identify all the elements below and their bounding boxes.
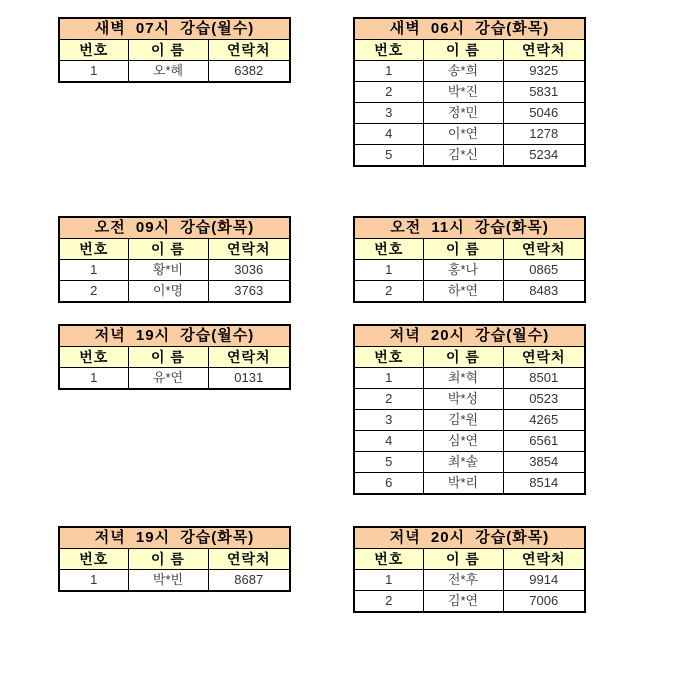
column-header-no: 번호 [59, 239, 128, 260]
table-row [354, 145, 585, 167]
cell-no: 2 [354, 281, 423, 303]
cell-no: 6 [354, 473, 423, 495]
table-row [354, 368, 585, 389]
column-header-name: 이 름 [423, 549, 503, 570]
cell-name: 박*진 [423, 82, 503, 103]
table-title: 저녁 19시 강습(월수) [59, 325, 290, 347]
cell-name: 박*리 [423, 473, 503, 495]
cell-name: 하*연 [423, 281, 503, 303]
cell-name: 전*후 [423, 570, 503, 591]
column-header-name: 이 름 [128, 40, 208, 61]
cell-contact: 5046 [503, 103, 585, 124]
header-row [59, 40, 290, 61]
table-row [354, 473, 585, 495]
cell-no: 1 [354, 570, 423, 591]
cell-name: 김*원 [423, 410, 503, 431]
cell-contact: 0131 [208, 368, 290, 390]
table-row [354, 452, 585, 473]
cell-name: 홍*나 [423, 260, 503, 281]
title-row [59, 217, 290, 239]
cell-name: 정*민 [423, 103, 503, 124]
table-row [354, 260, 585, 281]
table-row [354, 124, 585, 145]
table-body [59, 61, 290, 83]
cell-name: 오*혜 [128, 61, 208, 83]
table-row [354, 61, 585, 82]
schedule-table [353, 324, 586, 495]
schedule-table [58, 526, 291, 592]
header-row [354, 40, 585, 61]
column-header-no: 번호 [59, 549, 128, 570]
table-row [354, 103, 585, 124]
cell-no: 2 [354, 591, 423, 613]
column-header-no: 번호 [354, 40, 423, 61]
cell-contact: 7006 [503, 591, 585, 613]
column-header-contact: 연락처 [503, 549, 585, 570]
cell-contact: 5831 [503, 82, 585, 103]
title-row [59, 18, 290, 40]
table-row [59, 281, 290, 303]
title-row [354, 18, 585, 40]
schedule-table [58, 17, 291, 83]
table-row [354, 389, 585, 410]
column-header-contact: 연락처 [208, 239, 290, 260]
column-header-no: 번호 [354, 239, 423, 260]
cell-contact: 6382 [208, 61, 290, 83]
table-row [354, 410, 585, 431]
cell-contact: 3036 [208, 260, 290, 281]
cell-name: 심*연 [423, 431, 503, 452]
table-row [59, 61, 290, 83]
header-row [59, 347, 290, 368]
title-row [354, 217, 585, 239]
cell-no: 3 [354, 103, 423, 124]
cell-no: 2 [59, 281, 128, 303]
cell-name: 박*성 [423, 389, 503, 410]
schedule-table [58, 216, 291, 303]
title-row [59, 325, 290, 347]
column-header-contact: 연락처 [208, 347, 290, 368]
table-row [59, 570, 290, 592]
header-row [354, 239, 585, 260]
column-header-name: 이 름 [128, 347, 208, 368]
table-body [354, 570, 585, 613]
cell-contact: 6561 [503, 431, 585, 452]
column-header-contact: 연락처 [208, 40, 290, 61]
cell-contact: 0865 [503, 260, 585, 281]
table-title: 저녁 19시 강습(화목) [59, 527, 290, 549]
table-title: 저녁 20시 강습(월수) [354, 325, 585, 347]
cell-no: 3 [354, 410, 423, 431]
cell-no: 1 [59, 61, 128, 83]
cell-contact: 3854 [503, 452, 585, 473]
table-title: 저녁 20시 강습(화목) [354, 527, 585, 549]
column-header-contact: 연락처 [503, 239, 585, 260]
cell-contact: 1278 [503, 124, 585, 145]
header-row [354, 549, 585, 570]
table-row [354, 570, 585, 591]
cell-contact: 8501 [503, 368, 585, 389]
column-header-contact: 연락처 [208, 549, 290, 570]
cell-contact: 8483 [503, 281, 585, 303]
table-row [354, 82, 585, 103]
cell-no: 1 [59, 260, 128, 281]
title-row [354, 527, 585, 549]
table-title: 오전 11시 강습(화목) [354, 217, 585, 239]
column-header-name: 이 름 [128, 549, 208, 570]
header-row [59, 239, 290, 260]
cell-name: 김*연 [423, 591, 503, 613]
cell-no: 2 [354, 82, 423, 103]
schedule-table [353, 216, 586, 303]
column-header-contact: 연락처 [503, 40, 585, 61]
cell-contact: 9325 [503, 61, 585, 82]
table-body [354, 260, 585, 303]
title-row [59, 527, 290, 549]
table-row [354, 431, 585, 452]
schedule-table [58, 324, 291, 390]
cell-contact: 5234 [503, 145, 585, 167]
schedule-table [353, 17, 586, 167]
cell-no: 2 [354, 389, 423, 410]
cell-name: 김*신 [423, 145, 503, 167]
cell-contact: 4265 [503, 410, 585, 431]
cell-name: 황*비 [128, 260, 208, 281]
table-title: 새벽 06시 강습(화목) [354, 18, 585, 40]
column-header-name: 이 름 [423, 40, 503, 61]
header-row [59, 549, 290, 570]
cell-no: 5 [354, 145, 423, 167]
table-row [59, 368, 290, 390]
table-title: 오전 09시 강습(화목) [59, 217, 290, 239]
cell-no: 1 [354, 368, 423, 389]
table-title: 새벽 07시 강습(월수) [59, 18, 290, 40]
column-header-no: 번호 [354, 347, 423, 368]
table-body [59, 570, 290, 592]
cell-name: 최*솔 [423, 452, 503, 473]
table-row [354, 281, 585, 303]
cell-no: 1 [354, 61, 423, 82]
table-row [59, 260, 290, 281]
column-header-name: 이 름 [423, 347, 503, 368]
cell-name: 최*혁 [423, 368, 503, 389]
cell-name: 박*빈 [128, 570, 208, 592]
column-header-name: 이 름 [128, 239, 208, 260]
column-header-no: 번호 [59, 347, 128, 368]
cell-no: 4 [354, 124, 423, 145]
cell-no: 4 [354, 431, 423, 452]
cell-contact: 9914 [503, 570, 585, 591]
header-row [354, 347, 585, 368]
cell-contact: 0523 [503, 389, 585, 410]
cell-name: 이*명 [128, 281, 208, 303]
cell-no: 5 [354, 452, 423, 473]
table-row [354, 591, 585, 613]
table-body [59, 260, 290, 303]
table-body [354, 61, 585, 167]
column-header-no: 번호 [59, 40, 128, 61]
cell-no: 1 [354, 260, 423, 281]
cell-no: 1 [59, 570, 128, 592]
cell-name: 유*연 [128, 368, 208, 390]
column-header-no: 번호 [354, 549, 423, 570]
cell-contact: 8514 [503, 473, 585, 495]
title-row [354, 325, 585, 347]
cell-contact: 8687 [208, 570, 290, 592]
cell-name: 이*연 [423, 124, 503, 145]
table-body [59, 368, 290, 390]
table-body [354, 368, 585, 495]
schedule-table [353, 526, 586, 613]
column-header-name: 이 름 [423, 239, 503, 260]
cell-contact: 3763 [208, 281, 290, 303]
column-header-contact: 연락처 [503, 347, 585, 368]
cell-name: 송*희 [423, 61, 503, 82]
cell-no: 1 [59, 368, 128, 390]
